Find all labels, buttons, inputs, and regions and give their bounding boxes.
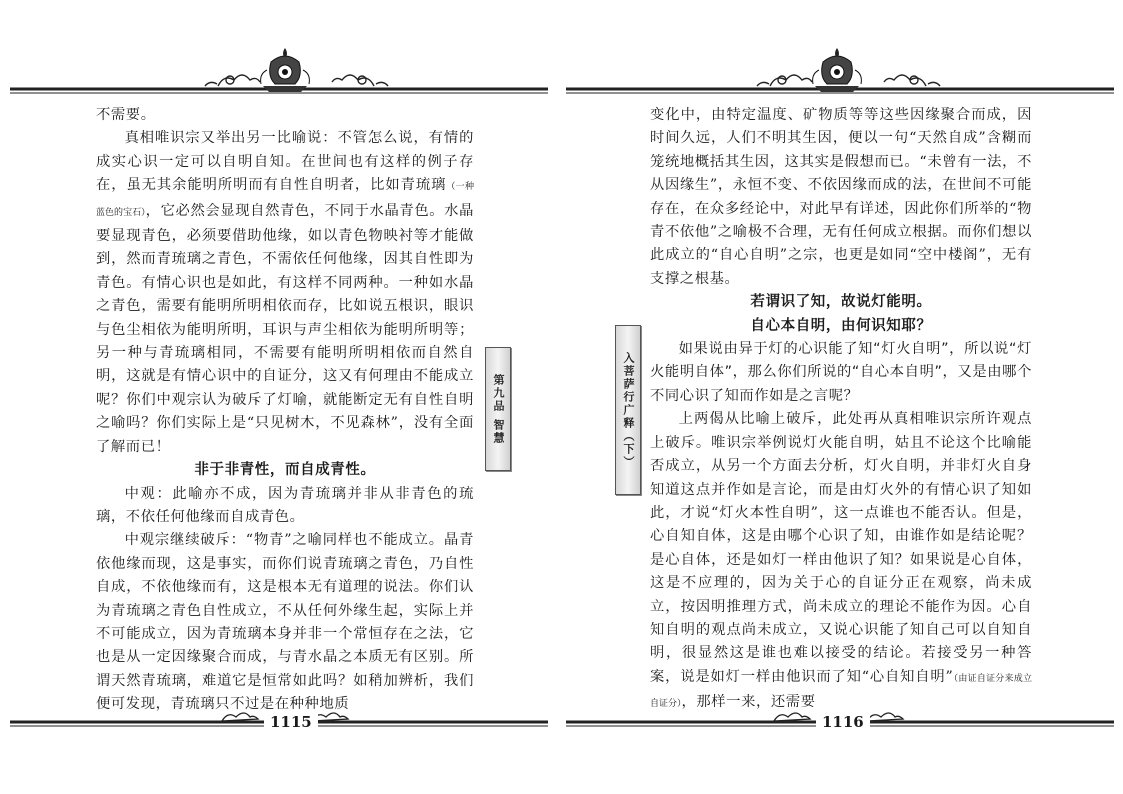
- left-body-text: [96, 104, 474, 717]
- paragraph-text: ，那样一来，还需要: [681, 694, 816, 711]
- inline-note: （一种蓝色的宝石）: [96, 182, 474, 218]
- paragraph-text: ，它必然会显现自然青色，不同于水晶青色。水晶要显现青色，必须要借助他缘，如以青色物映衬等才能做到，然而青琉璃之青色，不需依任何他缘，因其自性即为青色。有情心识也是如此，有这样不同两种。一种如水晶之青色，需要有能明所明相依而存，比如说五根识，眼识与色尘相依为能明所明，耳识与声尘相依为能明所明等；另一种与青琉璃相同，不需要有能明所明相依而自然自明，这就是有情心识中的自证分，这又有何理由不能成立呢？你们中观宗认为破斥了灯喻，就能断定无有自性自明之喻吗？你们实际上是“只见树木，不见森林”，没有全面了解而已！: [96, 202, 474, 455]
- paragraph: 中观：此喻亦不成，因为青琉璃并非从非青色的琉璃，不依任何他缘而自成青色。: [96, 485, 474, 525]
- paragraph: 变化中，由特定温度、矿物质等等这些因缘聚合而成，因时间久远，人们不明其生因，便以一句“天然自成”含糊而笼统地概括其生因，这其实是假想而已。“未曾有一法，不从因缘生”，永恒不变、不依因缘而成的法，在世间不可能存在，在众多经论中，对此早有详述，因此你们所举的“物青不依他”之喻极不合理，无有任何成立根据。而你们想以此成立的“自心自明”之宗，也更是如同“空中楼阁”，无有支撑之根基。: [650, 107, 1032, 287]
- verse-line: 非于非青性，而自成青性。: [194, 462, 376, 479]
- paragraph-text: 真相唯识宗又举出另一比喻说：不管怎么说，有情的成实心识一定可以自明自知。在世间也有这样的例子存在，虽无其余能明所明而有自性自明者，比如青琉璃: [96, 130, 474, 194]
- inline-note: （由证自证分来成立自证分）: [650, 673, 1032, 710]
- dharma-emblem-icon: [813, 48, 862, 92]
- header-ornament: [562, 42, 1123, 102]
- verse-line: 若谓识了知，故说灯能明。: [750, 294, 932, 311]
- verse-line: 自心本自明，由何识知耶？: [750, 317, 932, 334]
- left-page: [0, 0, 561, 794]
- paragraph: 如果说由异于灯的心识能了知“灯火自明”，所以说“灯火能明自体”，那么你们所说的“自心本自明”，又是由哪个不同心识了知而作如是之言呢？: [650, 341, 1032, 404]
- book-tab-label: 入菩萨行广释（下）: [622, 351, 635, 469]
- dharma-emblem-icon: [261, 48, 310, 92]
- page-number: 1116: [816, 713, 870, 731]
- cloud-scroll-icon: [205, 75, 260, 86]
- chapter-side-tab: [485, 347, 511, 471]
- right-body-text: [650, 104, 1032, 717]
- header-ornament: [0, 42, 561, 102]
- paragraph: [96, 127, 474, 459]
- paragraph: 中观宗继续破斥：“物青”之喻同样也不能成立。晶青依他缘而现，这是事实，而你们说青琉璃之青色，乃自性自成，不依他缘而有，这是根本无有道理的说法。你们认为青琉璃之青色自性成立，不从任何外缘生起，实际上并不可能成立，因为青琉璃本身并非一个常恒存在之法，它也是从一定因缘聚合而成，与青水晶之本质无有区别。所谓天然青琉璃，难道它是恒常如此吗？如稍加辨析，我们便可发现，青琉璃只不过是在种种地质: [96, 532, 474, 713]
- cloud-scroll-icon: [332, 75, 388, 86]
- cloud-scroll-icon: [884, 75, 940, 86]
- right-page: [562, 0, 1123, 794]
- chapter-tab-label: 第九品 智慧: [492, 373, 505, 445]
- paragraph-text: 上两偈从比喻上破斥，此处再从真相唯识宗所许观点上破斥。唯识宗举例说灯火能自明，姑且不论这个比喻能否成立，从另一个方面去分析，灯火自明，并非灯火自身知道这点并作如是言论，而是由灯火外的有情心识了知如此，才说“灯火本性自明”，这一点谁也不能否认。但是，心自知自体，这是由哪个心识了知，由谁作如是结论呢？是心自体，还是如灯一样由他识了知？如果说是心自体，这是不应理的，因为关于心的自证分正在观察，尚未成立，按因明推理方式，尚未成立的理论不能作为因。心自知自明的观点尚未成立，又说心识能了知自己可以自知自明，很显然这是谁也难以接受的结论。若接受另一种答案，说是如灯一样由他识而了知“心自知自明”: [650, 411, 1032, 685]
- book-side-tab: [615, 325, 641, 495]
- paragraph: 不需要。: [96, 107, 156, 123]
- cloud-scroll-icon: [757, 75, 812, 86]
- page-number: 1115: [264, 713, 318, 731]
- paragraph: [650, 408, 1032, 716]
